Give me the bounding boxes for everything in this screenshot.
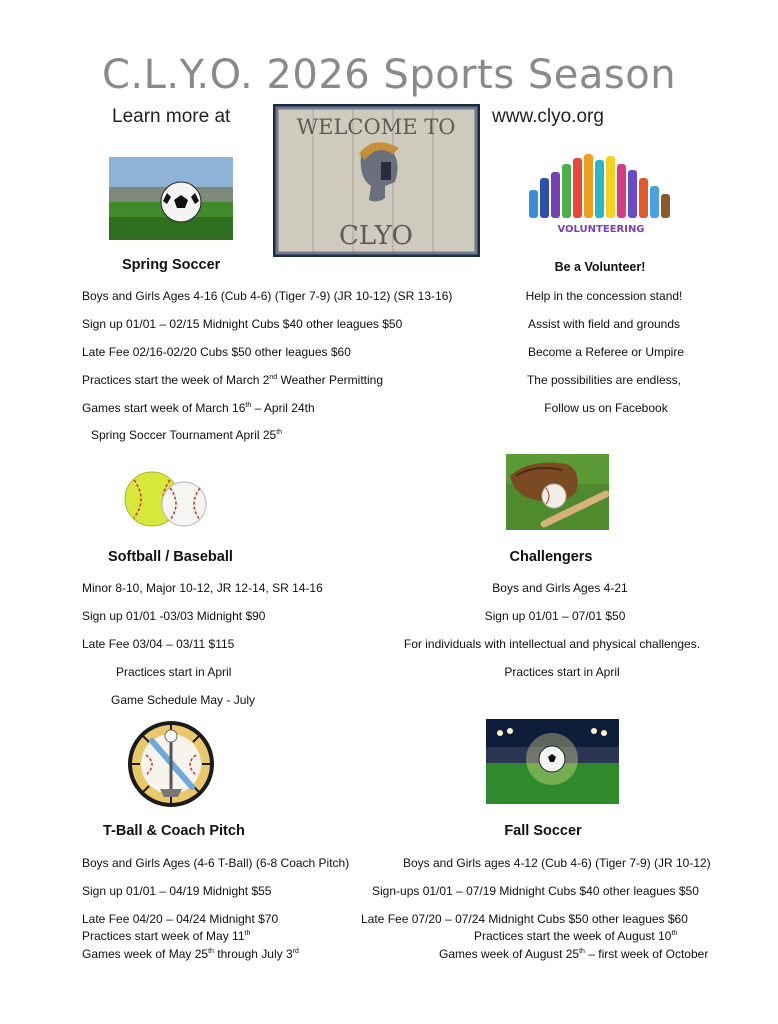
- sign-line1: WELCOME TO: [296, 115, 456, 139]
- challengers-ages: Boys and Girls Ages 4-21: [492, 581, 628, 595]
- fall-soccer-practices: Practices start the week of August 10th: [474, 929, 678, 943]
- softball-divisions: Minor 8-10, Major 10-12, JR 12-14, SR 14-16: [82, 581, 323, 595]
- tball-heading: T-Ball & Coach Pitch: [103, 823, 245, 839]
- challengers-description: For individuals with intellectual and physical challenges.: [403, 637, 701, 651]
- fall-soccer-late-fee: Late Fee 07/20 – 07/24 Midnight Cubs $50 other leagues $60: [361, 912, 688, 926]
- volunteer-line: Become a Referee or Umpire: [527, 345, 685, 359]
- welcome-sign-image: [273, 104, 480, 257]
- challengers-practices: Practices start in April: [504, 665, 620, 679]
- softball-schedule: Game Schedule May - July: [111, 693, 256, 707]
- fall-soccer-ages: Boys and Girls ages 4-12 (Cub 4-6) (Tiger 7-9) (JR 10-12): [403, 856, 711, 870]
- spring-soccer-ages: Boys and Girls Ages 4-16 (Cub 4-6) (Tiger 7-9) (JR 10-12) (SR 13-16): [82, 289, 453, 303]
- soccer-field-image: [109, 157, 233, 240]
- website-link[interactable]: www.clyo.org: [492, 106, 604, 127]
- challengers-heading: Challengers: [509, 549, 593, 565]
- softball-baseball-image: [122, 466, 212, 532]
- volunteer-line: Help in the concession stand!: [525, 289, 683, 303]
- volunteer-line: The possibilities are endless,: [526, 373, 682, 387]
- spring-soccer-heading: Spring Soccer: [122, 257, 221, 273]
- tball-signup: Sign up 01/01 – 04/19 Midnight $55: [82, 884, 272, 898]
- tball-games: Games week of May 25th through July 3rd: [82, 947, 299, 961]
- spring-soccer-signup: Sign up 01/01 – 02/15 Midnight Cubs $40 other leagues $50: [82, 317, 403, 331]
- volunteering-logo: [525, 150, 677, 238]
- baseball-glove-image: [506, 454, 609, 530]
- tball-practices: Practices start week of May 11th: [82, 929, 251, 943]
- tball-late-fee: Late Fee 04/20 – 04/24 Midnight $70: [82, 912, 279, 926]
- learn-more-text: Learn more at: [112, 106, 231, 127]
- sign-line2: CLYO: [339, 221, 413, 251]
- volunteer-facebook[interactable]: Follow us on Facebook: [544, 401, 668, 415]
- softball-practices: Practices start in April: [116, 665, 232, 679]
- tball-logo: [126, 719, 216, 809]
- fall-soccer-signup: Sign-ups 01/01 – 07/19 Midnight Cubs $40 other leagues $50: [372, 884, 699, 898]
- challengers-signup: Sign up 01/01 – 07/01 $50: [484, 609, 626, 623]
- spring-soccer-tournament: Spring Soccer Tournament April 25th: [91, 428, 283, 442]
- page-title: C.L.Y.O. 2026 Sports Season: [101, 52, 677, 98]
- fall-soccer-stadium-image: [486, 719, 619, 804]
- softball-signup: Sign up 01/01 -03/03 Midnight $90: [82, 609, 266, 623]
- volunteer-heading: Be a Volunteer!: [554, 260, 646, 274]
- spring-soccer-late-fee: Late Fee 02/16-02/20 Cubs $50 other leagues $60: [82, 345, 351, 359]
- softball-late-fee: Late Fee 03/04 – 03/11 $115: [82, 637, 235, 651]
- fall-soccer-games: Games week of August 25th – first week of October: [439, 947, 709, 961]
- tball-ages: Boys and Girls Ages (4-6 T-Ball) (6-8 Coach Pitch): [82, 856, 350, 870]
- volunteer-line: Assist with field and grounds: [527, 317, 681, 331]
- spring-soccer-practices: Practices start the week of March 2nd Weather Permitting: [82, 373, 384, 387]
- volunteering-label: VOLUNTEERING: [557, 224, 645, 235]
- softball-heading: Softball / Baseball: [108, 549, 233, 565]
- fall-soccer-heading: Fall Soccer: [504, 823, 582, 839]
- spring-soccer-games: Games start week of March 16th – April 24th: [82, 401, 315, 415]
- raised-hands-icon: [529, 154, 670, 218]
